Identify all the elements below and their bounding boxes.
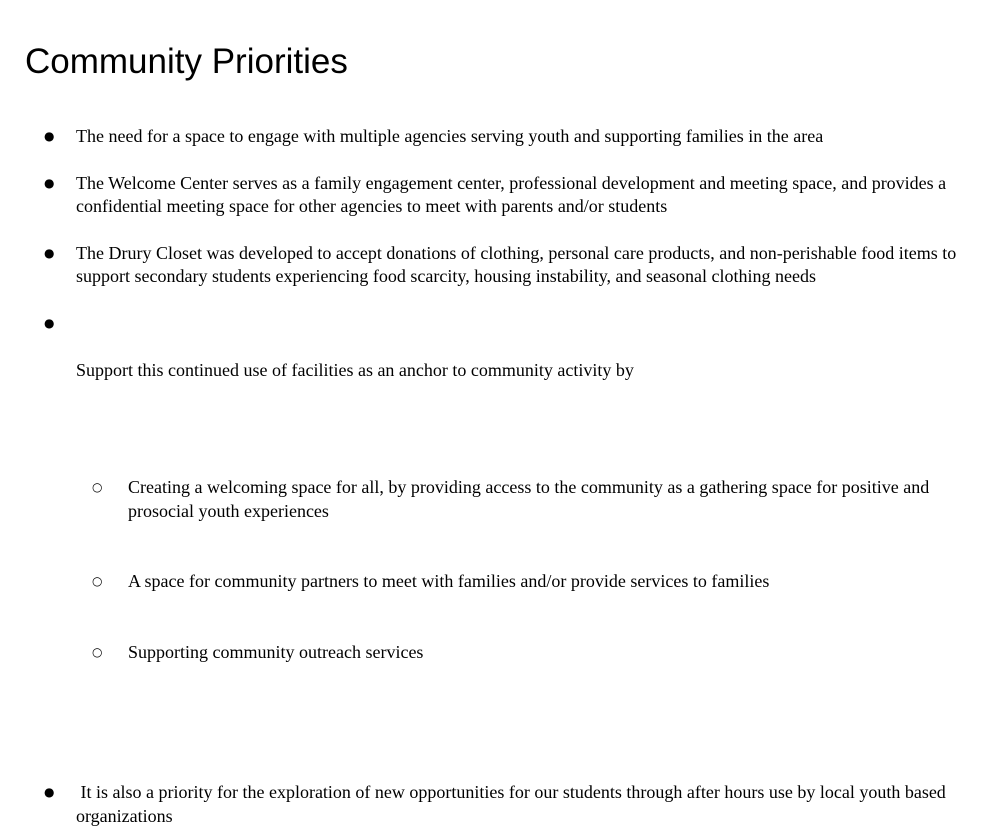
sub-item-text: A space for community partners to meet with families and/or provide services to families [128, 571, 770, 591]
slide [0, 41, 1008, 826]
list-item-text: The need for a space to engage with multiple agencies serving youth and supporting families in the area [76, 126, 824, 146]
list-item [33, 125, 988, 149]
list-item-text: The Drury Closet was developed to accept donations of clothing, personal care products, and non-perishable food items to support secondary students experiencing food scarcity, housing instability, and seasonal clothing needs [76, 242, 961, 286]
list-item-text: The Welcome Center serves as a family engagement center, professional development and meeting space, and provides a confidential meeting space for other agencies to meet with parents and/or students [76, 172, 951, 216]
slide-title: Community Priorities [25, 42, 348, 81]
list-item [33, 172, 988, 219]
sub-list-item [76, 476, 988, 523]
filled-bullet-icon: ● [44, 245, 55, 260]
sub-list-item [76, 641, 988, 665]
hollow-bullet-icon: ○ [92, 574, 103, 588]
list-item-text: It is also a priority for the exploration of new opportunities for our students through after hours use by local youth based organizations [76, 782, 951, 826]
filled-bullet-icon: ● [44, 175, 55, 190]
sub-item-text: Supporting community outreach services [128, 641, 424, 662]
sub-item-text: Creating a welcoming space for all, by providing access to the community as a gathering space for positive and prosocial youth experiences [128, 477, 934, 521]
list-item [33, 242, 988, 289]
filled-bullet-icon: ● [44, 785, 55, 799]
hollow-bullet-icon: ○ [92, 644, 103, 659]
sub-list-item [76, 570, 988, 594]
filled-bullet-icon: ● [44, 129, 55, 143]
filled-bullet-icon: ● [44, 315, 55, 330]
sub-list [76, 429, 988, 711]
list-item [33, 781, 988, 828]
list-item-text: Support this continued use of facilities as an anchor to community activity by [76, 359, 634, 380]
hollow-bullet-icon: ○ [92, 480, 103, 494]
bullet-list [33, 125, 988, 828]
list-item [33, 312, 988, 759]
